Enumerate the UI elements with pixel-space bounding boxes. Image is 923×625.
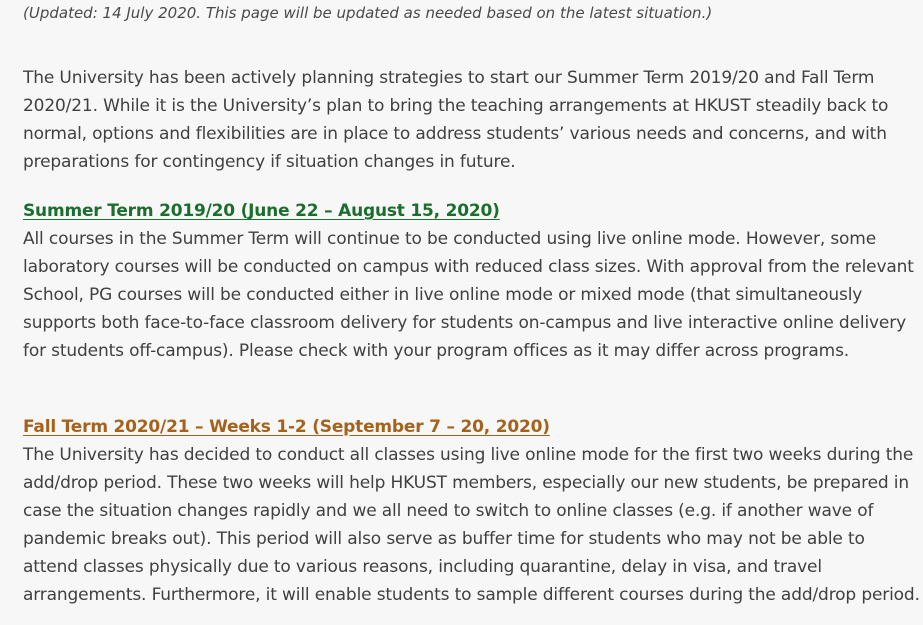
intro-line: 2020/21. While it is the University’s plan to bring the teaching arrangements at HKUST steadily back to [23, 96, 889, 116]
summer-line: for students off-campus). Please check with your program offices as it may differ across programs. [23, 341, 850, 361]
summer-line: laboratory courses will be conducted on campus with reduced class sizes. With approval from the relevant [23, 257, 914, 277]
fall-term-heading-link[interactable]: Fall Term 2020/21 – Weeks 1-2 (September 7 – 20, 2020) [23, 417, 550, 437]
fall-line: attend classes physically due to various reasons, including quarantine, delay in visa, and travel [23, 557, 822, 577]
summer-line: All courses in the Summer Term will continue to be conducted using live online mode. However, some [23, 229, 877, 249]
fall-line: case the situation changes rapidly and we all need to switch to online classes (e.g. if another wave of [23, 501, 874, 521]
fall-line: add/drop period. These two weeks will help HKUST members, especially our new students, be prepared in [23, 473, 910, 493]
summer-line: School, PG courses will be conducted either in live online mode or mixed mode (that simultaneously [23, 285, 863, 305]
summer-term-heading-link[interactable]: Summer Term 2019/20 (June 22 – August 15, 2020) [23, 201, 500, 221]
updated-note: (Updated: 14 July 2020. This page will be updated as needed based on the latest situation.) [23, 4, 713, 22]
summer-line: supports both face-to-face classroom delivery for students on-campus and live interactive online delivery [23, 313, 906, 333]
fall-line: The University has decided to conduct all classes using live online mode for the first two weeks during the [23, 445, 914, 465]
fall-line: arrangements. Furthermore, it will enable students to sample different courses during the add/drop period. [23, 585, 920, 605]
fall-term-paragraph [23, 441, 920, 609]
fall-line: pandemic breaks out). This period will also serve as buffer time for students who may not be able to [23, 529, 865, 549]
intro-line: preparations for contingency if situation changes in future. [23, 152, 516, 172]
summer-term-paragraph [23, 225, 913, 365]
intro-paragraph [23, 64, 913, 176]
intro-line: The University has been actively planning strategies to start our Summer Term 2019/20 and Fall Term [23, 68, 875, 88]
intro-line: normal, options and flexibilities are in place to address students’ various needs and concerns, and with [23, 124, 887, 144]
